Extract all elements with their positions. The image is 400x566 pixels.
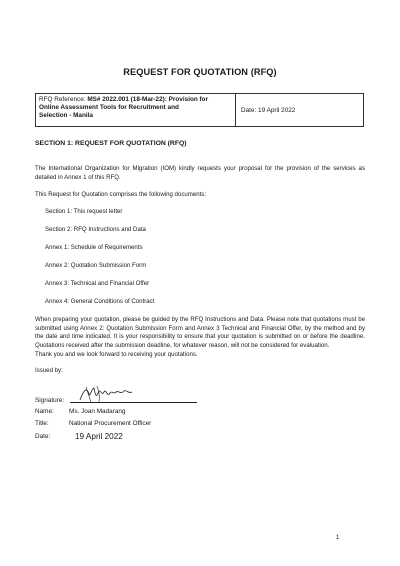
reference-number: MS# 2022.001 (18-Mar-22): Provision for	[87, 96, 209, 103]
document-list-item: Section 2: RFQ Instructions and Data	[45, 226, 146, 233]
title-row	[35, 420, 151, 427]
document-title: REQUEST FOR QUOTATION (RFQ)	[123, 67, 277, 77]
reference-label: RFQ Reference:	[39, 96, 88, 103]
intro-paragraph: The International Organization for Migration (IOM) kindly requests your proposal for the provision of the services as detailed in Annex 1 of this RFQ.	[35, 165, 365, 181]
page-number: 1	[336, 535, 340, 541]
section-title: SECTION 1: REQUEST FOR QUOTATION (RFQ)	[35, 140, 187, 147]
title-label: Title:	[35, 420, 49, 427]
signature-label: Signature:	[35, 397, 65, 404]
document-list-item: Section 1: This request letter	[45, 208, 123, 215]
instructions-paragraph: When preparing your quotation, please be guided by the RFQ Instructions and Data. Please note that quotations must be submitted using Annex 2: Quotation Submission Form and Annex 3 Technical and Financial Offer, by the method and by the date and time indicated. It is your responsibility to ensure that your quotation is submitted on or before the deadline. Quotations received after the submission deadline, for whatever reason, will not be considered for evaluation.	[35, 316, 365, 349]
rfq-date-cell	[236, 94, 363, 126]
document-list-item: Annex 4: General Conditions of Contract	[45, 298, 155, 305]
name-label: Name:	[35, 408, 54, 415]
name-row	[35, 408, 125, 415]
name-value: Ms. Joan Madarang	[69, 408, 126, 415]
reference-line-2: Online Assessment Tools for Recruitment and	[39, 104, 179, 112]
document-list-item: Annex 1: Schedule of Requirements	[45, 244, 143, 251]
reference-date: Date: 19 April 2022	[241, 106, 296, 114]
reference-line-3: Selection - Manila	[39, 112, 93, 120]
thanks-text: Thank you and we look forward to receiving your quotations.	[35, 351, 198, 358]
document-list-item: Annex 2: Quotation Submission Form	[45, 262, 147, 269]
issued-by-label: Issued by:	[35, 367, 63, 374]
signature-row	[35, 397, 69, 404]
date-row	[35, 433, 69, 440]
rfq-reference-cell	[36, 94, 236, 126]
date-value: 19 April 2022	[75, 432, 123, 441]
document-list-item: Annex 3: Technical and Financial Offer	[45, 280, 150, 287]
signature-line	[70, 402, 197, 403]
reference-table	[35, 93, 364, 127]
documents-intro: This Request for Quotation comprises the following documents:	[35, 191, 207, 198]
date-label: Date:	[35, 433, 51, 440]
title-value: National Procurement Officer	[69, 420, 152, 427]
